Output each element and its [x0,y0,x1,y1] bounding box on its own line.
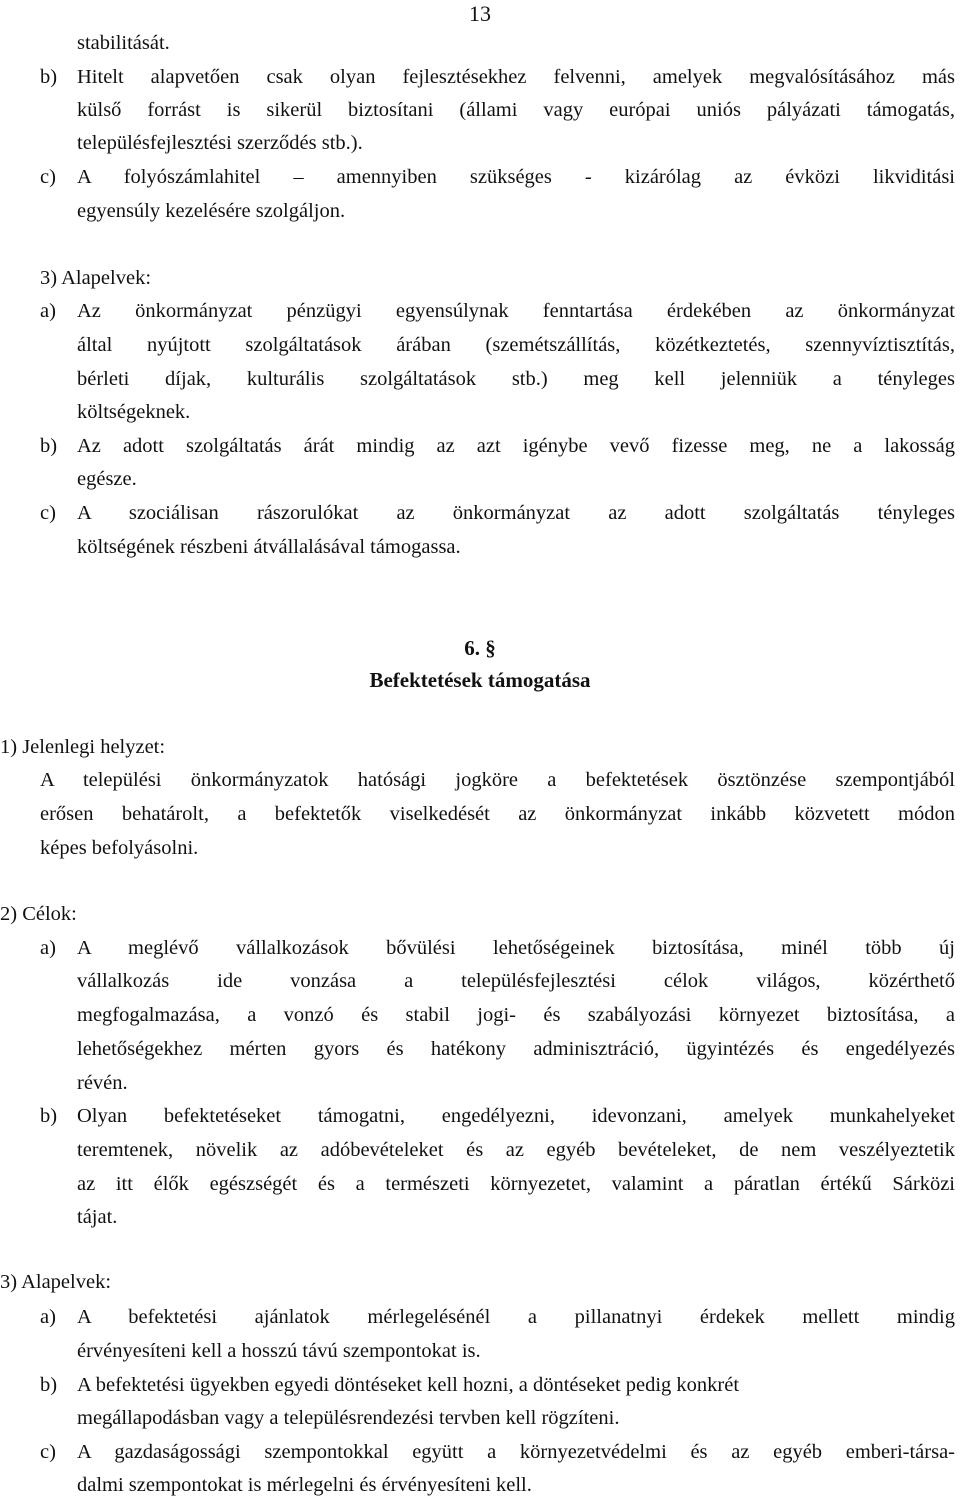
paragraph-line: teremtenek, növelik az adóbevételeket és az egyéb bevételeket, de nem veszélyeztetik [77,1139,955,1161]
paragraph-line: egésze. [77,468,137,490]
paragraph-line: A meglévő vállalkozások bővülési lehetőségeinek biztosítása, minél több új [77,937,955,959]
paragraph-line: Az önkormányzat pénzügyi egyensúlynak fenntartása érdekében az önkormányzat [77,300,955,322]
section-symbol: § [485,636,496,660]
section-heading: 3) Alapelvek: [0,1271,112,1293]
item-label: c) [40,166,56,188]
paragraph-line: dalmi szempontokat is mérlegelni és érvényesíteni kell. [77,1474,532,1496]
item-label: b) [40,66,58,88]
section-heading: 1) Jelenlegi helyzet: [0,736,166,758]
paragraph-line: az itt élők egészségét és a természeti környezetet, valamint a páratlan értékű Sárközi [77,1173,955,1195]
paragraph-line: által nyújtott szolgáltatások árában (szemétszállítás, közétkeztetés, szennyvíztisztítás, [77,334,955,356]
paragraph-line: tájat. [77,1206,118,1228]
paragraph-line: bérleti díjak, kulturális szolgáltatások stb.) meg kell jelenniük a tényleges [77,368,955,390]
chapter-number-text: 6. [464,636,480,660]
paragraph-line: erősen behatárolt, a befektetők viselkedését az önkormányzat inkább közvetett módon [40,803,955,825]
paragraph-line: településfejlesztési szerződés stb.). [77,132,363,154]
paragraph-line: A befektetési ajánlatok mérlegelésénél a pillanatnyi érdekek mellett mindig [77,1306,955,1328]
item-label: b) [40,1105,58,1127]
paragraph-line: képes befolyásolni. [40,837,199,859]
paragraph-line: Olyan befektetéseket támogatni, engedélyezni, idevonzani, amelyek munkahelyeket [77,1105,955,1127]
paragraph-line: költségének részbeni átvállalásával támogassa. [77,536,461,558]
item-label: a) [40,937,56,959]
chapter-title: Befektetések támogatása [369,668,591,692]
paragraph-line: érvényesíteni kell a hosszú távú szempontokat is. [77,1340,481,1362]
item-label: b) [40,435,58,457]
item-label: a) [40,300,56,322]
paragraph-line: Hitelt alapvetően csak olyan fejlesztésekhez felvenni, amelyek megvalósításához más [77,66,955,88]
item-label: a) [40,1306,56,1328]
paragraph-line: révén. [77,1072,128,1094]
item-label: b) [40,1374,58,1396]
paragraph-line: vállalkozás ide vonzása a településfejlesztési célok világos, közérthető [77,970,955,992]
paragraph-line: megfogalmazása, a vonzó és stabil jogi- és szabályozási környezet biztosítása, a [77,1004,955,1026]
paragraph-line: Az adott szolgáltatás árát mindig az azt igénybe vevő fizesse meg, ne a lakosság [77,435,955,457]
paragraph-line: A települési önkormányzatok hatósági jogköre a befektetések ösztönzése szempontjából [40,769,955,791]
section-heading: 3) Alapelvek: [40,267,152,289]
section-heading: 2) Célok: [0,903,77,925]
paragraph-line: költségeknek. [77,401,191,423]
paragraph-line: megállapodásban vagy a településrendezési tervben kell rögzíteni. [77,1407,620,1429]
paragraph-line: A befektetési ügyekben egyedi döntéseket kell hozni, a döntéseket pedig konkrét [77,1374,740,1396]
paragraph-line: A folyószámlahitel – amennyiben szükséges - kizárólag az évközi likviditási [77,166,955,188]
paragraph-line: egyensúly kezelésére szolgáljon. [77,200,346,222]
page-number: 13 [469,1,491,26]
item-label: c) [40,1441,56,1463]
item-label: c) [40,502,56,524]
paragraph-line: A szociálisan rászorulókat az önkormányzat az adott szolgáltatás tényleges [77,502,955,524]
continued-text: stabilitását. [77,32,170,54]
paragraph-line: lehetőségekhez mérten gyors és hatékony adminisztráció, ügyintézés és engedélyezés [77,1038,955,1060]
paragraph-line: külső forrást is sikerül biztosítani (állami vagy európai uniós pályázati támogatás, [77,99,955,121]
paragraph-line: A gazdaságossági szempontokkal együtt a környezetvédelmi és az egyéb emberi-társa- [77,1441,955,1463]
chapter-number [0,634,960,662]
